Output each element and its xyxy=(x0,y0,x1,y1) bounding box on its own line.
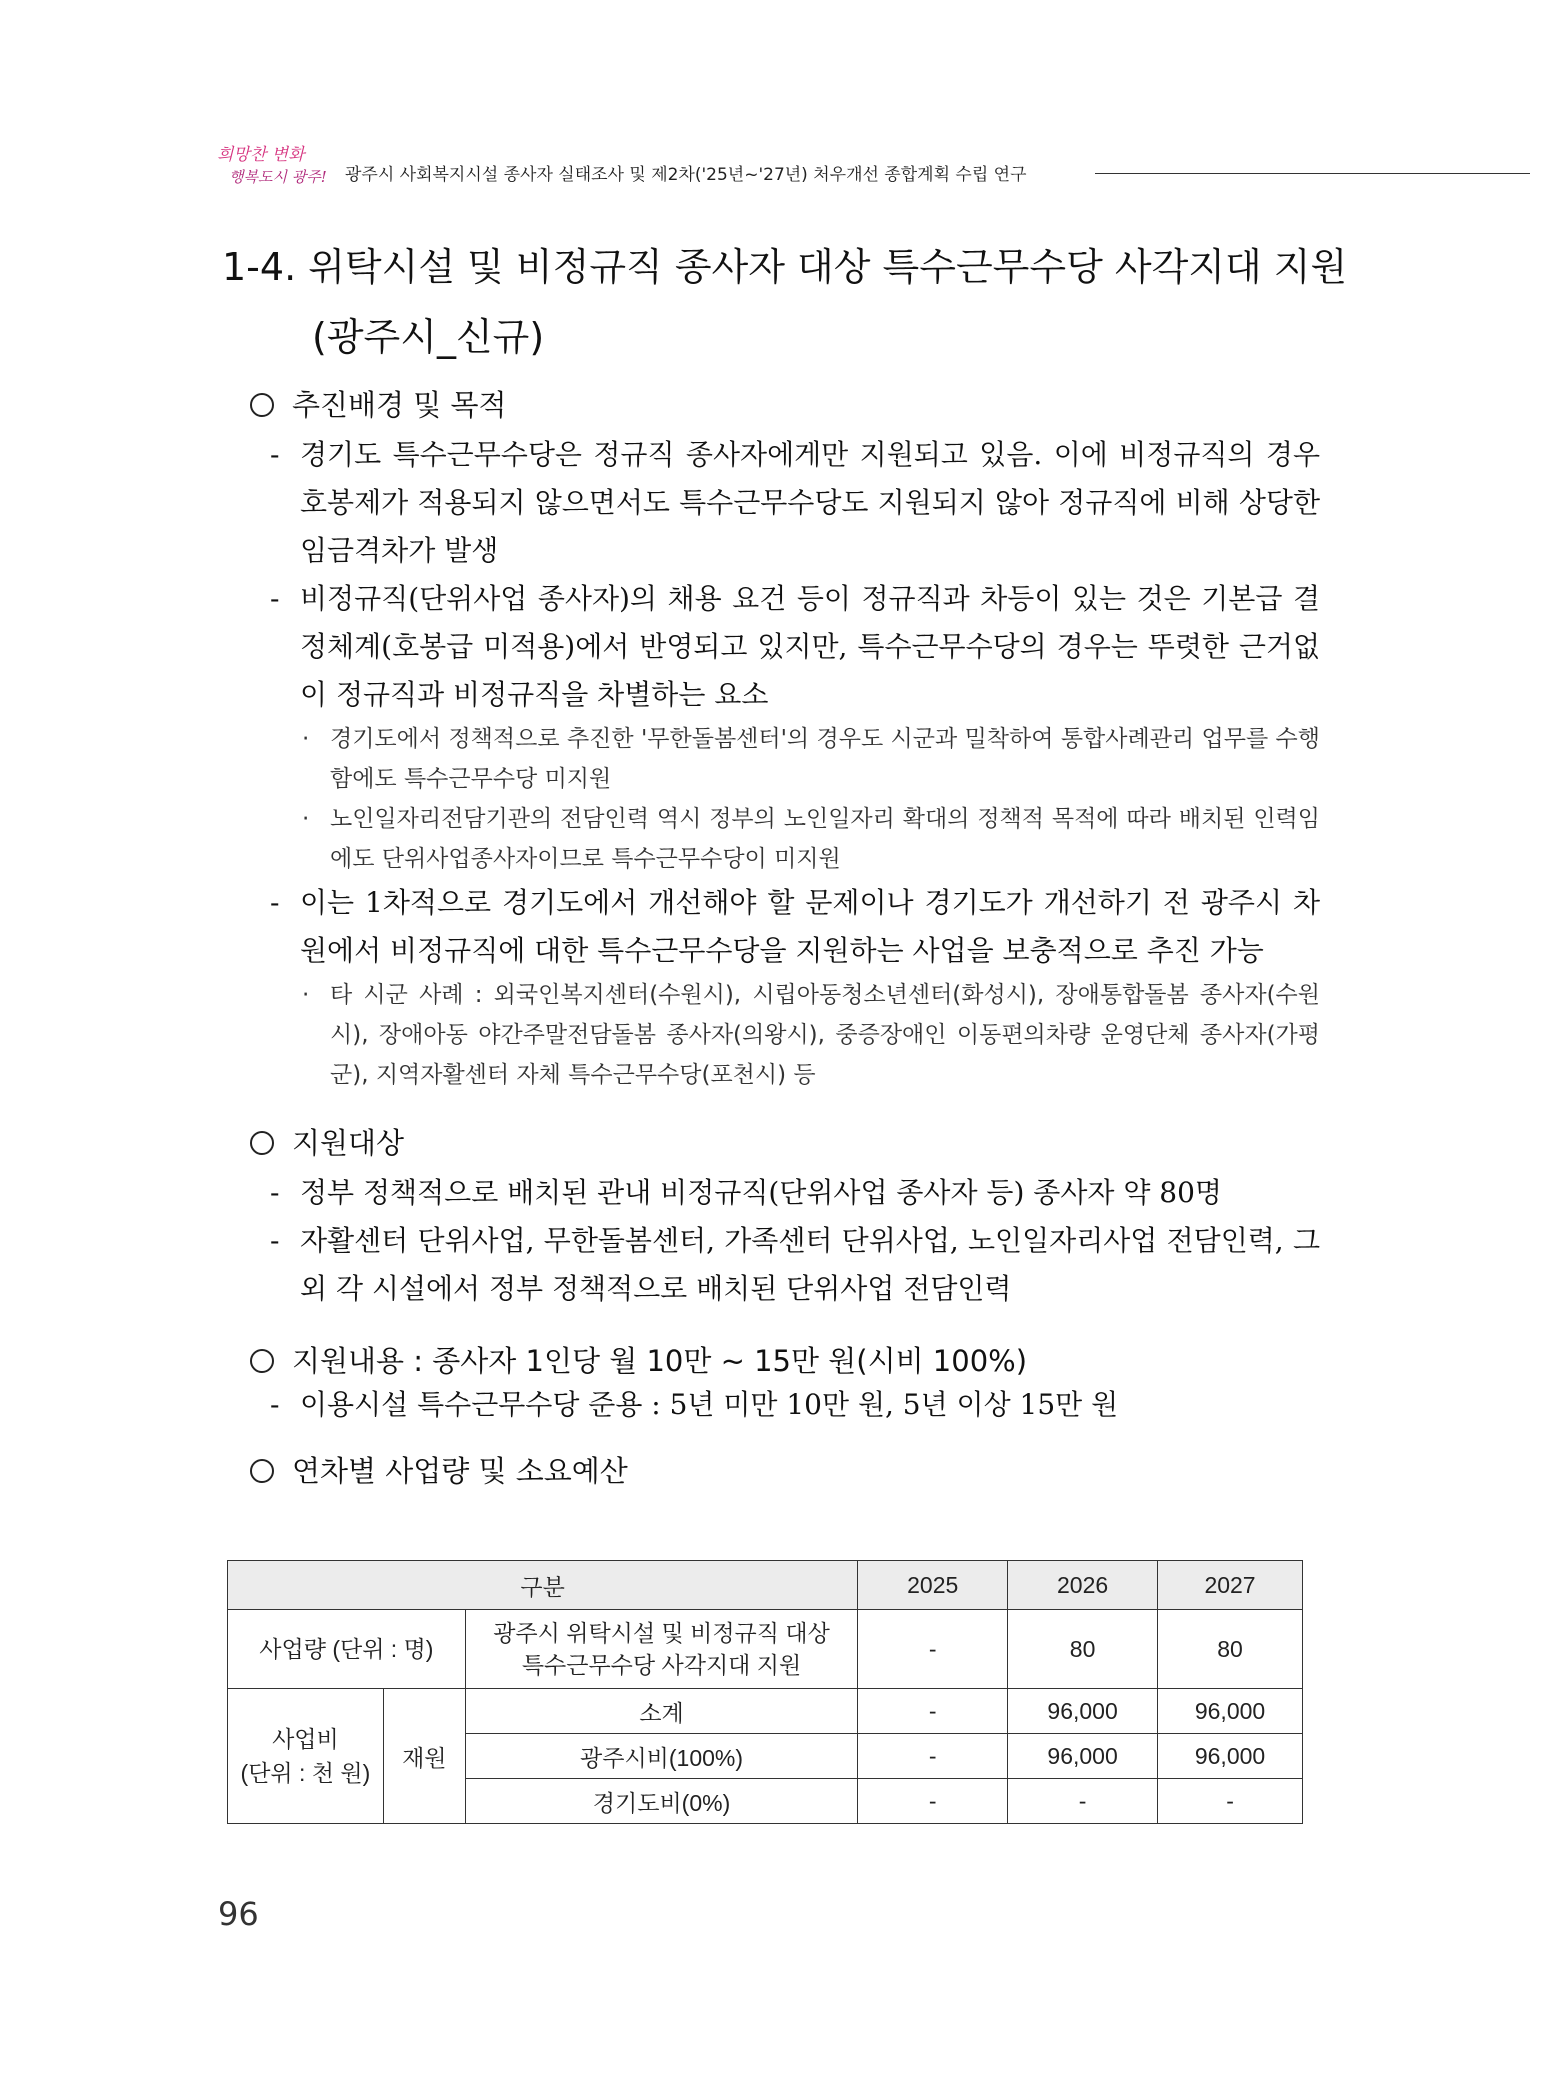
dash-item-text: 이용시설 특수근무수당 준용 : 5년 미만 10만 원, 5년 이상 15만 원 xyxy=(300,1388,1119,1421)
main-content xyxy=(240,385,1320,1491)
dot-marker: · xyxy=(302,726,310,752)
table-cell-line: (단위 : 천 원) xyxy=(240,1760,371,1786)
running-title: 광주시 사회복지시설 종사자 실태조사 및 제2차('25년~'27년) 처우개선 종합계획 수립 연구 xyxy=(345,165,1027,185)
dot-marker: · xyxy=(302,806,310,832)
table-cell: - xyxy=(1008,1779,1158,1824)
table-cell-line: 광주시 위탁시설 및 비정규직 대상 xyxy=(493,1620,830,1646)
svg-text:희망찬 변화: 희망찬 변화 xyxy=(217,145,305,165)
svg-text:행복도시 광주!: 행복도시 광주! xyxy=(229,168,327,186)
table-cell: 96,000 xyxy=(1008,1689,1158,1734)
page-number: 96 xyxy=(218,1895,259,1933)
circle-bullet-icon xyxy=(250,1459,274,1483)
dash-item-text: 비정규직(단위사업 종사자)의 채용 요건 등이 정규직과 차등이 있는 것은 기본급 결정체계(호봉급 미적용)에서 반영되고 있지만, 특수근무수당의 경우는 뚜렷한 근거없이 정규직과 비정규직을 차별하는 요소 xyxy=(300,582,1320,711)
table-cell: - xyxy=(858,1610,1008,1689)
city-slogan-logo xyxy=(215,140,335,188)
heading-target xyxy=(240,1123,1320,1163)
table-cell: 96,000 xyxy=(1158,1734,1303,1779)
dash-item-text: 경기도 특수근무수당은 정규직 종사자에게만 지원되고 있음. 이에 비정규직의 경우 호봉제가 적용되지 않으면서도 특수근무수당도 지원되지 않아 정규직에 비해 상당한 임금격차가 발생 xyxy=(300,438,1320,567)
page-header xyxy=(215,140,1530,190)
dot-item xyxy=(240,799,1320,879)
section-title xyxy=(222,232,1347,372)
heading-target-text: 지원대상 xyxy=(292,1126,405,1160)
dash-marker: - xyxy=(270,886,280,919)
dash-item xyxy=(240,1217,1320,1313)
dash-item xyxy=(240,1381,1320,1429)
table-cell-line: 특수근무수당 사각지대 지원 xyxy=(521,1652,802,1678)
heading-budget-text: 연차별 사업량 및 소요예산 xyxy=(292,1454,628,1488)
table-cell: - xyxy=(858,1734,1008,1779)
table-row xyxy=(228,1689,1303,1734)
dash-marker: - xyxy=(270,582,280,615)
section-title-line1: 1-4. 위탁시설 및 비정규직 종사자 대상 특수근무수당 사각지대 지원 xyxy=(222,245,1348,289)
table-cell-line: 사업비 xyxy=(272,1726,339,1752)
heading-support-content-text: 지원내용 : 종사자 1인당 월 10만 ~ 15만 원(시비 100%) xyxy=(292,1344,1028,1378)
dot-item-text: 타 시군 사례 : 외국인복지센터(수원시), 시립아동청소년센터(화성시), 장애통합돌봄 종사자(수원시), 장애아동 야간주말전담돌봄 종사자(의왕시), 중증장애인 이동편의차량 운영단체 종사자(가평군), 지역자활센터 자체 특수근무수당(포천시) 등 xyxy=(330,982,1320,1088)
dash-marker: - xyxy=(270,438,280,471)
table-row xyxy=(228,1610,1303,1689)
circle-bullet-icon xyxy=(250,1349,274,1373)
table-cell: - xyxy=(1158,1779,1303,1824)
table-cell: 96,000 xyxy=(1158,1689,1303,1734)
heading-support-content xyxy=(240,1341,1320,1381)
table-cell: 경기도비(0%) xyxy=(465,1779,858,1824)
dot-item xyxy=(240,719,1320,799)
circle-bullet-icon xyxy=(250,1131,274,1155)
table-header-cell: 2026 xyxy=(1008,1561,1158,1610)
dot-marker: · xyxy=(302,982,310,1008)
dash-marker: - xyxy=(270,1388,280,1421)
dash-item-text: 자활센터 단위사업, 무한돌봄센터, 가족센터 단위사업, 노인일자리사업 전담인력, 그 외 각 시설에서 정부 정책적으로 배치된 단위사업 전담인력 xyxy=(300,1224,1320,1305)
dot-item-text: 노인일자리전담기관의 전담인력 역시 정부의 노인일자리 확대의 정책적 목적에 따라 배치된 인력임에도 단위사업종사자이므로 특수근무수당이 미지원 xyxy=(330,806,1320,872)
table-cell: - xyxy=(858,1689,1008,1734)
dash-item xyxy=(240,431,1320,575)
dot-item-text: 경기도에서 정책적으로 추진한 '무한돌봄센터'의 경우도 시군과 밀착하여 통합사례관리 업무를 수행함에도 특수근무수당 미지원 xyxy=(330,726,1320,792)
table-cell: 96,000 xyxy=(1008,1734,1158,1779)
section-title-line2: (광주시_신규) xyxy=(312,315,545,359)
table-cell xyxy=(228,1689,384,1824)
dash-item xyxy=(240,1169,1320,1217)
heading-background xyxy=(240,385,1320,425)
table-header-cell: 2025 xyxy=(858,1561,1008,1610)
budget-table xyxy=(227,1560,1303,1824)
heading-background-text: 추진배경 및 목적 xyxy=(292,388,507,422)
table-cell: 80 xyxy=(1158,1610,1303,1689)
table-cell: 사업량 (단위 : 명) xyxy=(228,1610,466,1689)
dot-item xyxy=(240,975,1320,1095)
dash-item xyxy=(240,879,1320,975)
table-header-cell: 구분 xyxy=(228,1561,858,1610)
table-cell: 재원 xyxy=(383,1689,465,1824)
dash-item-text: 이는 1차적으로 경기도에서 개선해야 할 문제이나 경기도가 개선하기 전 광주시 차원에서 비정규직에 대한 특수근무수당을 지원하는 사업을 보충적으로 추진 가능 xyxy=(300,886,1320,967)
dash-item-text: 정부 정책적으로 배치된 관내 비정규직(단위사업 종사자 등) 종사자 약 80명 xyxy=(300,1176,1222,1209)
table-cell xyxy=(465,1610,858,1689)
table-cell: 80 xyxy=(1008,1610,1158,1689)
dash-marker: - xyxy=(270,1176,280,1209)
table-cell: 소계 xyxy=(465,1689,858,1734)
circle-bullet-icon xyxy=(250,393,274,417)
dash-item xyxy=(240,575,1320,719)
table-header-row xyxy=(228,1561,1303,1610)
table-cell: - xyxy=(858,1779,1008,1824)
dash-marker: - xyxy=(270,1224,280,1257)
table-header-cell: 2027 xyxy=(1158,1561,1303,1610)
heading-budget xyxy=(240,1451,1320,1491)
table-cell: 광주시비(100%) xyxy=(465,1734,858,1779)
header-rule xyxy=(1095,173,1530,174)
